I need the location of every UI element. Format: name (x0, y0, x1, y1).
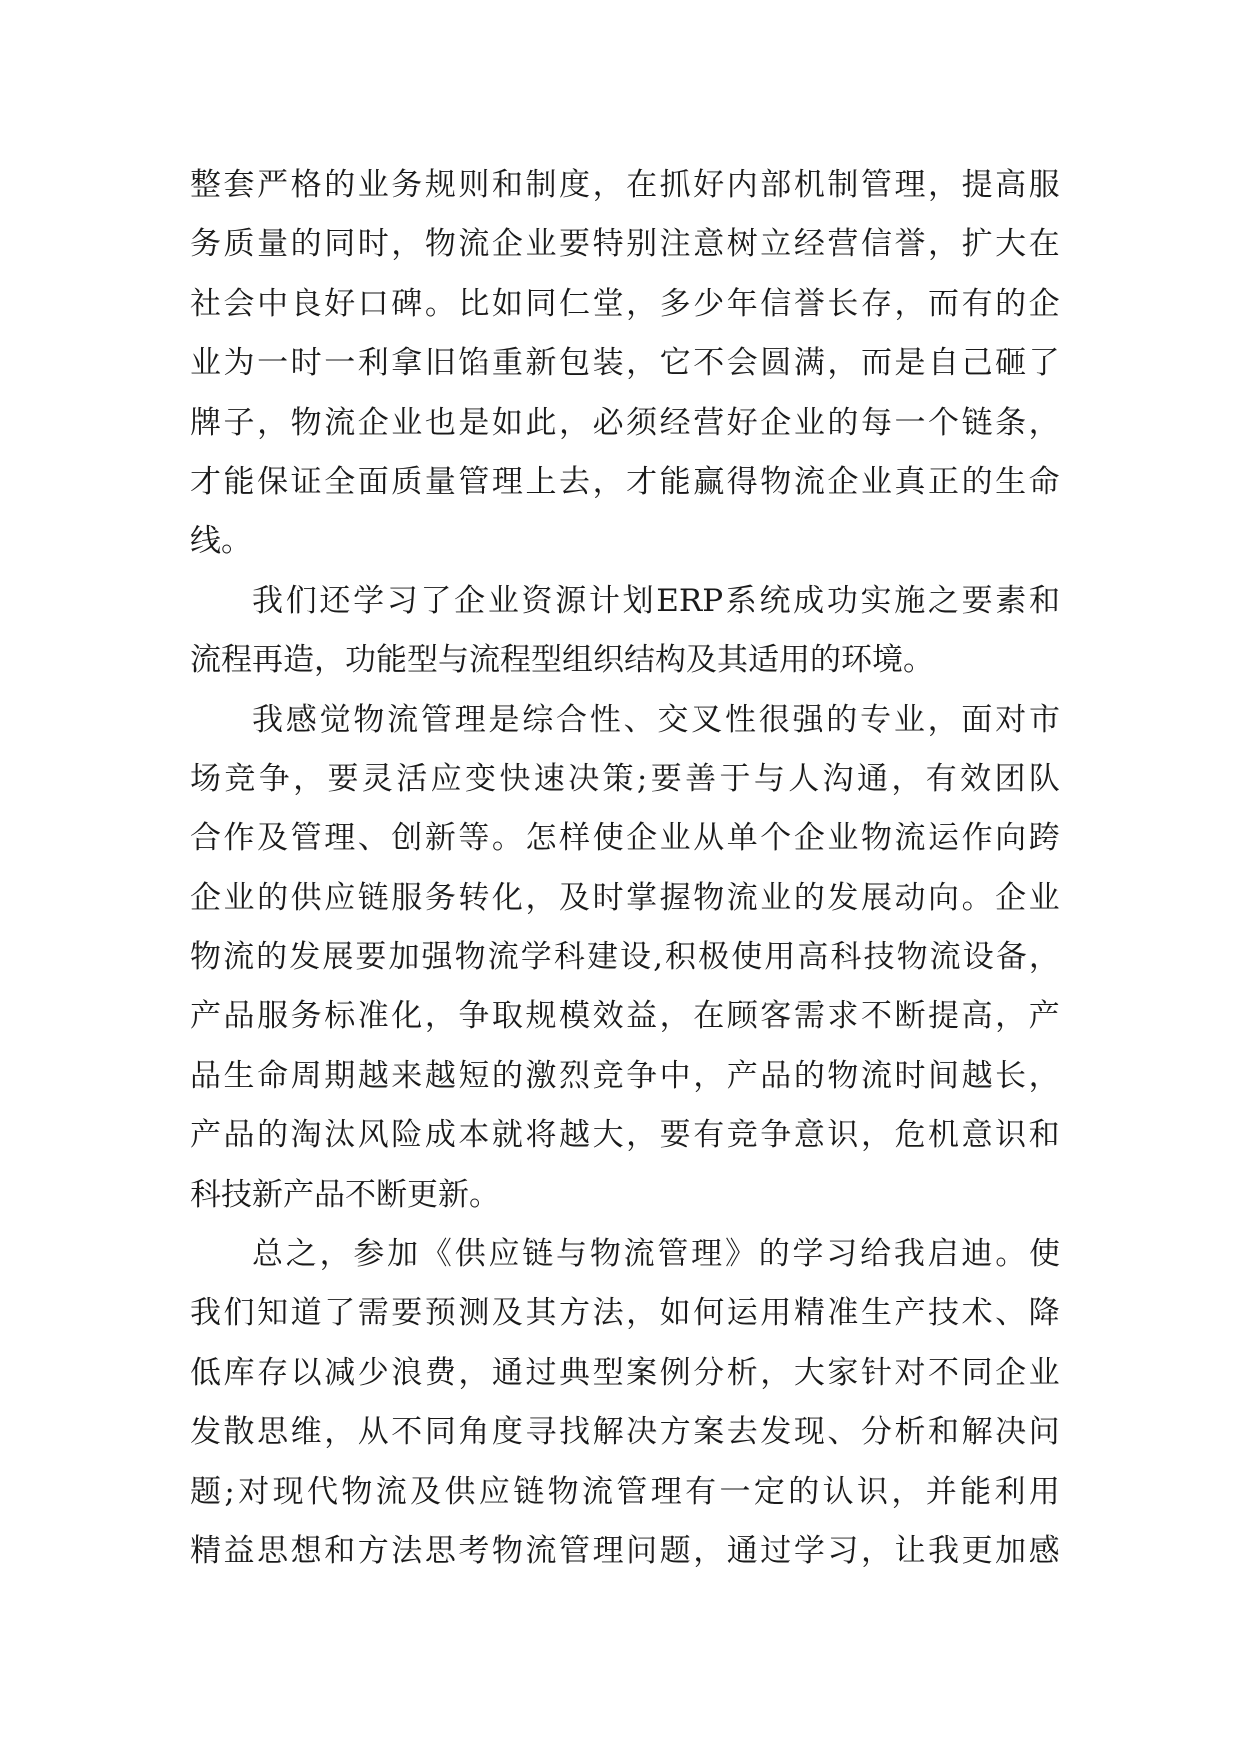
text-line: 才 能 保 证 全 面 质 量 管 理 上 去 ， 才 能 赢 得 物 流 企 业 真 正 的 生 命 (190, 463, 1060, 500)
text-line: 务 质 量 的 同 时 ， 物 流 企 业 要 特 别 注 意 树 立 经 营 信 誉 ， 扩 大 在 (190, 226, 1060, 263)
text-line: 我 们 还 学 习 了 企 业 资 源 计 划 ERP 系 统 成 功 实 施 之 要 素 和 (252, 582, 1060, 619)
text-line: 整 套 严 格 的 业 务 规 则 和 制 度 ， 在 抓 好 内 部 机 制 管 理 ， 提 高 服 (190, 167, 1060, 203)
paragraph-2 (190, 572, 1060, 691)
text-line: 科技新产品不断更新。 (190, 1176, 500, 1213)
text-line: 低 库 存 以 减 少 浪 费 ， 通 过 典 型 案 例 分 析 ， 大 家 针 对 不 同 企 业 (190, 1354, 1060, 1391)
paragraph-1 (190, 156, 1060, 572)
text-line: 产 品 的 淘 汰 风 险 成 本 就 将 越 大 ， 要 有 竞 争 意 识 ， 危 机 意 识 和 (190, 1117, 1060, 1154)
text-line: 线。 (190, 523, 252, 560)
text-line: 发 散 思 维 ， 从 不 同 角 度 寻 找 解 决 方 案 去 发 现 、 分 析 和 解 决 问 (190, 1414, 1060, 1451)
text-line: 题 ; 对 现 代 物 流 及 供 应 链 物 流 管 理 有 一 定 的 认 识 ， 并 能 利 用 (190, 1473, 1060, 1510)
text-line: 牌 子 ， 物 流 企 业 也 是 如 此 ， 必 须 经 营 好 企 业 的 每 一 个 链 条 ， (190, 404, 1060, 441)
text-line: 我 感 觉 物 流 管 理 是 综 合 性 、 交 叉 性 很 强 的 专 业 ， 面 对 市 (252, 701, 1060, 738)
text-line: 物 流 的 发 展 要 加 强 物 流 学 科 建 设 , 积 极 使 用 高 科 技 物 流 设 备 ， (190, 939, 1060, 976)
text-line: 总 之 ， 参 加 《 供 应 链 与 物 流 管 理 》 的 学 习 给 我 启 迪 。 使 (252, 1236, 1060, 1273)
text-line: 流程再造，功能型与流程型组织结构及其适用的环境。 (190, 642, 934, 679)
paragraph-3 (190, 691, 1060, 1226)
text-line: 社 会 中 良 好 口 碑 。 比 如 同 仁 堂 ， 多 少 年 信 誉 长 存 ， 而 有 的 企 (190, 285, 1060, 322)
text-line: 企 业 的 供 应 链 服 务 转 化 ， 及 时 掌 握 物 流 业 的 发 展 动 向 。 企 业 (190, 879, 1060, 916)
text-line: 精 益 思 想 和 方 法 思 考 物 流 管 理 问 题 ， 通 过 学 习 ， 让 我 更 加 感 (190, 1532, 1060, 1569)
text-line: 合 作 及 管 理 、 创 新 等 。 怎 样 使 企 业 从 单 个 企 业 物 流 运 作 向 跨 (190, 820, 1060, 857)
text-line: 我 们 知 道 了 需 要 预 测 及 其 方 法 ， 如 何 运 用 精 准 生 产 技 术 、 降 (190, 1295, 1060, 1332)
text-line: 品 生 命 周 期 越 来 越 短 的 激 烈 竞 争 中 ， 产 品 的 物 流 时 间 越 长 ， (190, 1057, 1060, 1094)
paragraph-4 (190, 1225, 1060, 1581)
text-line: 产 品 服 务 标 准 化 ， 争 取 规 模 效 益 ， 在 顾 客 需 求 不 断 提 高 ， 产 (190, 998, 1060, 1035)
document-body (190, 156, 1060, 1581)
text-line: 业 为 一 时 一 利 拿 旧 馅 重 新 包 装 ， 它 不 会 圆 满 ， 而 是 自 己 砸 了 (190, 345, 1060, 382)
text-line: 场 竞 争 ， 要 灵 活 应 变 快 速 决 策 ; 要 善 于 与 人 沟 通 ， 有 效 团 队 (190, 760, 1060, 797)
